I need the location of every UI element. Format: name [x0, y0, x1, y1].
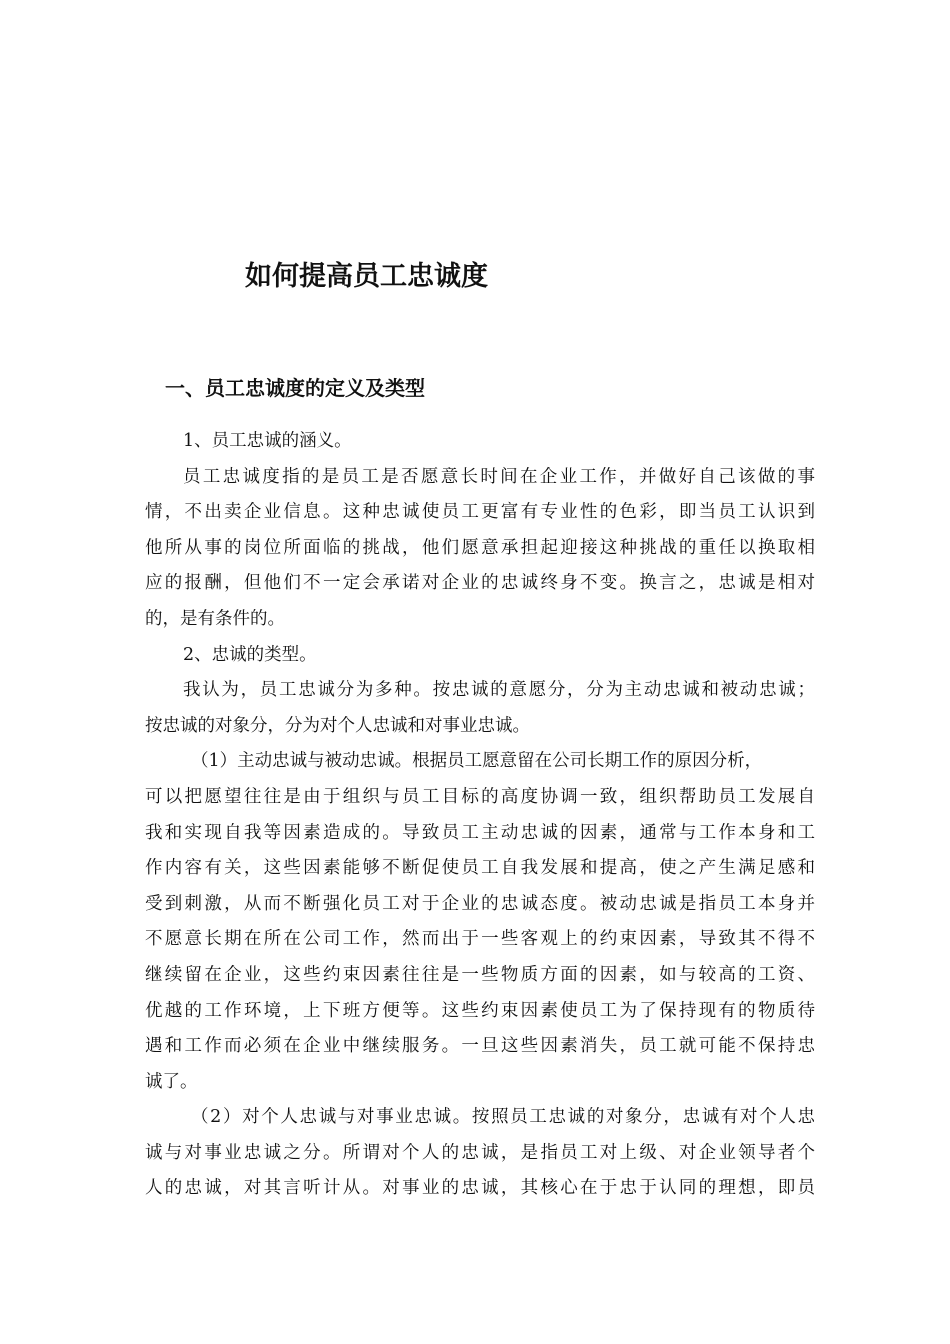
paragraph-line: 遇和工作而必须在企业中继续服务。一旦这些因素消失，员工就可能不保持忠 — [145, 1036, 815, 1057]
paragraph-line: 应的报酬，但他们不一定会承诺对企业的忠诚终身不变。换言之，忠诚是相对 — [145, 573, 815, 594]
paragraph-line: 诚了。 — [145, 1071, 198, 1092]
document-title: 如何提高员工忠诚度 — [245, 261, 488, 292]
subsection-heading: 2、忠诚的类型。 — [183, 644, 317, 665]
paragraph-line: 的，是有条件的。 — [145, 608, 285, 629]
paragraph-line: 员工忠诚度指的是员工是否愿意长时间在企业工作，并做好自己该做的事 — [183, 466, 815, 487]
document-body — [145, 424, 815, 1207]
subsection-heading: 1、员工忠诚的涵义。 — [183, 431, 352, 451]
paragraph-line: 我认为，员工忠诚分为多种。按忠诚的意愿分，分为主动忠诚和被动忠诚； — [183, 680, 815, 701]
paragraph-line: 受到刺激，从而不断强化员工对于企业的忠诚态度。被动忠诚是指员工本身并 — [145, 893, 815, 914]
paragraph-line: 情，不出卖企业信息。这种忠诚使员工更富有专业性的色彩，即当员工认识到 — [145, 502, 815, 523]
paragraph-line: 继续留在企业，这些约束因素往往是一些物质方面的因素，如与较高的工资、 — [145, 964, 815, 985]
paragraph-line: 优越的工作环境，上下班方便等。这些约束因素使员工为了保持现有的物质待 — [145, 1000, 815, 1021]
paragraph-line: （2）对个人忠诚与对事业忠诚。按照员工忠诚的对象分，忠诚有对个人忠 — [191, 1107, 815, 1128]
paragraph-line: 作内容有关，这些因素能够不断促使员工自我发展和提高，使之产生满足感和 — [145, 858, 815, 879]
section-heading: 一、员工忠诚度的定义及类型 — [165, 376, 425, 400]
paragraph-line: 他所从事的岗位所面临的挑战，他们愿意承担起迎接这种挑战的重任以换取相 — [145, 537, 815, 558]
paragraph-line: （1）主动忠诚与被动忠诚。根据员工愿意留在公司长期工作的原因分析， — [191, 751, 763, 772]
paragraph-line: 不愿意长期在所在公司工作，然而出于一些客观上的约束因素，导致其不得不 — [145, 929, 815, 950]
paragraph-line: 按忠诚的对象分，分为对个人忠诚和对事业忠诚。 — [145, 715, 530, 736]
paragraph-line: 诚与对事业忠诚之分。所谓对个人的忠诚，是指员工对上级、对企业领导者个 — [145, 1142, 815, 1163]
paragraph-line: 人的忠诚，对其言听计从。对事业的忠诚，其核心在于忠于认同的理想，即员 — [145, 1178, 815, 1199]
paragraph-line: 我和实现自我等因素造成的。导致员工主动忠诚的因素，通常与工作本身和工 — [145, 822, 815, 843]
paragraph-line: 可以把愿望往往是由于组织与员工目标的高度协调一致，组织帮助员工发展自 — [145, 786, 815, 807]
